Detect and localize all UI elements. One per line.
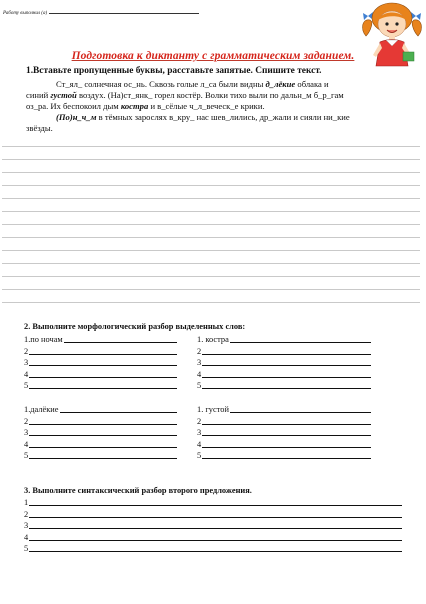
task1-text-line-2 xyxy=(26,90,344,100)
field-number-label: 2 xyxy=(24,509,29,519)
field-number-label: 3 xyxy=(24,358,29,367)
field-number-label: 1. густой xyxy=(197,405,229,414)
answer-underline[interactable] xyxy=(29,509,402,518)
page-title: Подготовка к диктанту с грамматическим заданием. xyxy=(71,50,355,62)
task1-text-line-4 xyxy=(56,112,350,122)
highlighted-word: густой xyxy=(50,90,77,100)
header-underline xyxy=(49,9,199,14)
answer-underline[interactable] xyxy=(29,520,402,529)
answer-underline[interactable] xyxy=(29,416,177,425)
answer-field-row[interactable] xyxy=(197,439,371,449)
answer-field-row[interactable] xyxy=(24,439,177,449)
answer-underline[interactable] xyxy=(202,346,371,355)
task1-text-line-5: звёзды. xyxy=(26,123,53,133)
answer-field-row[interactable] xyxy=(197,380,371,390)
answer-field-row[interactable] xyxy=(24,334,177,344)
answer-field-row[interactable] xyxy=(24,380,177,390)
answer-field-row[interactable] xyxy=(197,404,371,414)
answer-underline[interactable] xyxy=(29,543,402,552)
ruled-line[interactable] xyxy=(2,289,420,290)
text-fragment: Ст_ял_ солнечная ос_нь. Сквозь голые л_са были видны xyxy=(56,79,264,89)
text-fragment: синий xyxy=(26,90,49,100)
field-number-label: 5 xyxy=(197,381,202,390)
answer-field-row[interactable] xyxy=(24,520,402,530)
text-fragment: и в_сёлые ч_л_веческ_е крики. xyxy=(150,101,265,111)
answer-underline[interactable] xyxy=(29,497,402,506)
answer-field-row[interactable] xyxy=(24,497,402,507)
field-number-label: 3 xyxy=(197,428,202,437)
answer-underline[interactable] xyxy=(202,369,371,378)
field-number-label: 4 xyxy=(197,369,202,379)
answer-field-row[interactable] xyxy=(24,404,177,414)
answer-underline[interactable] xyxy=(202,416,371,425)
answer-underline[interactable] xyxy=(29,369,177,378)
answer-underline[interactable] xyxy=(29,357,177,366)
field-number-label: 1.далёкие xyxy=(24,405,59,414)
ruled-line[interactable] xyxy=(2,159,420,160)
field-number-label: 3 xyxy=(24,428,29,437)
field-number-label: 3 xyxy=(24,521,29,530)
ruled-line[interactable] xyxy=(2,172,420,173)
answer-field-row[interactable] xyxy=(24,450,177,460)
answer-field-row[interactable] xyxy=(24,369,177,379)
ruled-line[interactable] xyxy=(2,302,420,303)
field-number-label: 2 xyxy=(197,346,202,356)
answer-field-row[interactable] xyxy=(24,532,402,542)
field-number-label: 3 xyxy=(197,358,202,367)
field-number-label: 1. костра xyxy=(197,335,229,344)
ruled-line[interactable] xyxy=(2,250,420,251)
ruled-line[interactable] xyxy=(2,276,420,277)
ruled-line[interactable] xyxy=(2,263,420,264)
answer-field-row[interactable] xyxy=(24,357,177,367)
text-fragment: воздух. (На)ст_янк_ горел костёр. Волки тихо выли по дальн_м б_р_гам xyxy=(78,90,344,100)
header-label: Работу выполнил (а) xyxy=(3,11,48,16)
ruled-line[interactable] xyxy=(2,198,420,199)
answer-field-row[interactable] xyxy=(197,334,371,344)
field-number-label: 5 xyxy=(24,451,29,460)
task1-text-line-3 xyxy=(26,101,265,111)
field-number-label: 4 xyxy=(24,369,29,379)
task1-text-line-1 xyxy=(56,79,329,89)
answer-field-row[interactable] xyxy=(24,416,177,426)
field-number-label: 2 xyxy=(24,346,29,356)
ruled-line[interactable] xyxy=(2,146,420,147)
answer-underline[interactable] xyxy=(29,450,177,459)
field-number-label: 1.по ночам xyxy=(24,335,63,344)
answer-underline[interactable] xyxy=(29,439,177,448)
field-number-label: 5 xyxy=(24,544,29,553)
field-number-label: 1 xyxy=(24,498,29,507)
answer-underline[interactable] xyxy=(29,346,177,355)
answer-field-row[interactable] xyxy=(197,357,371,367)
field-number-label: 4 xyxy=(24,532,29,542)
answer-underline[interactable] xyxy=(29,380,177,389)
answer-underline[interactable] xyxy=(202,450,371,459)
ruled-line[interactable] xyxy=(2,224,420,225)
answer-field-row[interactable] xyxy=(197,416,371,426)
answer-underline[interactable] xyxy=(230,404,371,413)
answer-underline[interactable] xyxy=(230,334,371,343)
task3-heading: 3. Выполните синтаксический разбор второго предложения. xyxy=(24,486,252,495)
header-performer-line xyxy=(3,9,199,16)
ruled-line[interactable] xyxy=(2,185,420,186)
highlighted-word: (По)н_ч_м xyxy=(56,112,97,122)
answer-field-row[interactable] xyxy=(197,450,371,460)
answer-field-row[interactable] xyxy=(197,369,371,379)
highlighted-word: д_лёкие xyxy=(265,79,296,89)
answer-underline[interactable] xyxy=(202,380,371,389)
ruled-line[interactable] xyxy=(2,237,420,238)
field-number-label: 5 xyxy=(197,451,202,460)
answer-field-row[interactable] xyxy=(24,509,402,519)
answer-field-row[interactable] xyxy=(197,346,371,356)
answer-underline[interactable] xyxy=(202,357,371,366)
text-fragment: оз_ра. Их беспокоил дым xyxy=(26,101,119,111)
answer-field-row[interactable] xyxy=(24,427,177,437)
answer-underline[interactable] xyxy=(60,404,178,413)
answer-underline[interactable] xyxy=(29,532,402,541)
field-number-label: 2 xyxy=(24,416,29,426)
answer-underline[interactable] xyxy=(202,427,371,436)
answer-field-row[interactable] xyxy=(24,543,402,553)
task2-heading: 2. Выполните морфологический разбор выделенных слов: xyxy=(24,322,246,331)
field-number-label: 4 xyxy=(24,439,29,449)
schoolgirl-illustration xyxy=(360,0,424,70)
text-fragment: облака и xyxy=(297,79,329,89)
answer-field-row[interactable] xyxy=(24,346,177,356)
ruled-line[interactable] xyxy=(2,211,420,212)
task1-heading: 1.Вставьте пропущенные буквы, расставьте запятые. Спишите текст. xyxy=(26,66,322,76)
text-fragment: в тёмных зарослях в_кру_ нас шев_лились, др_жали и сияли ни_кие xyxy=(98,112,350,122)
answer-field-row[interactable] xyxy=(197,427,371,437)
answer-underline[interactable] xyxy=(64,334,177,343)
field-number-label: 5 xyxy=(24,381,29,390)
highlighted-word: костра xyxy=(120,101,149,111)
answer-underline[interactable] xyxy=(29,427,177,436)
field-number-label: 2 xyxy=(197,416,202,426)
answer-underline[interactable] xyxy=(202,439,371,448)
field-number-label: 4 xyxy=(197,439,202,449)
